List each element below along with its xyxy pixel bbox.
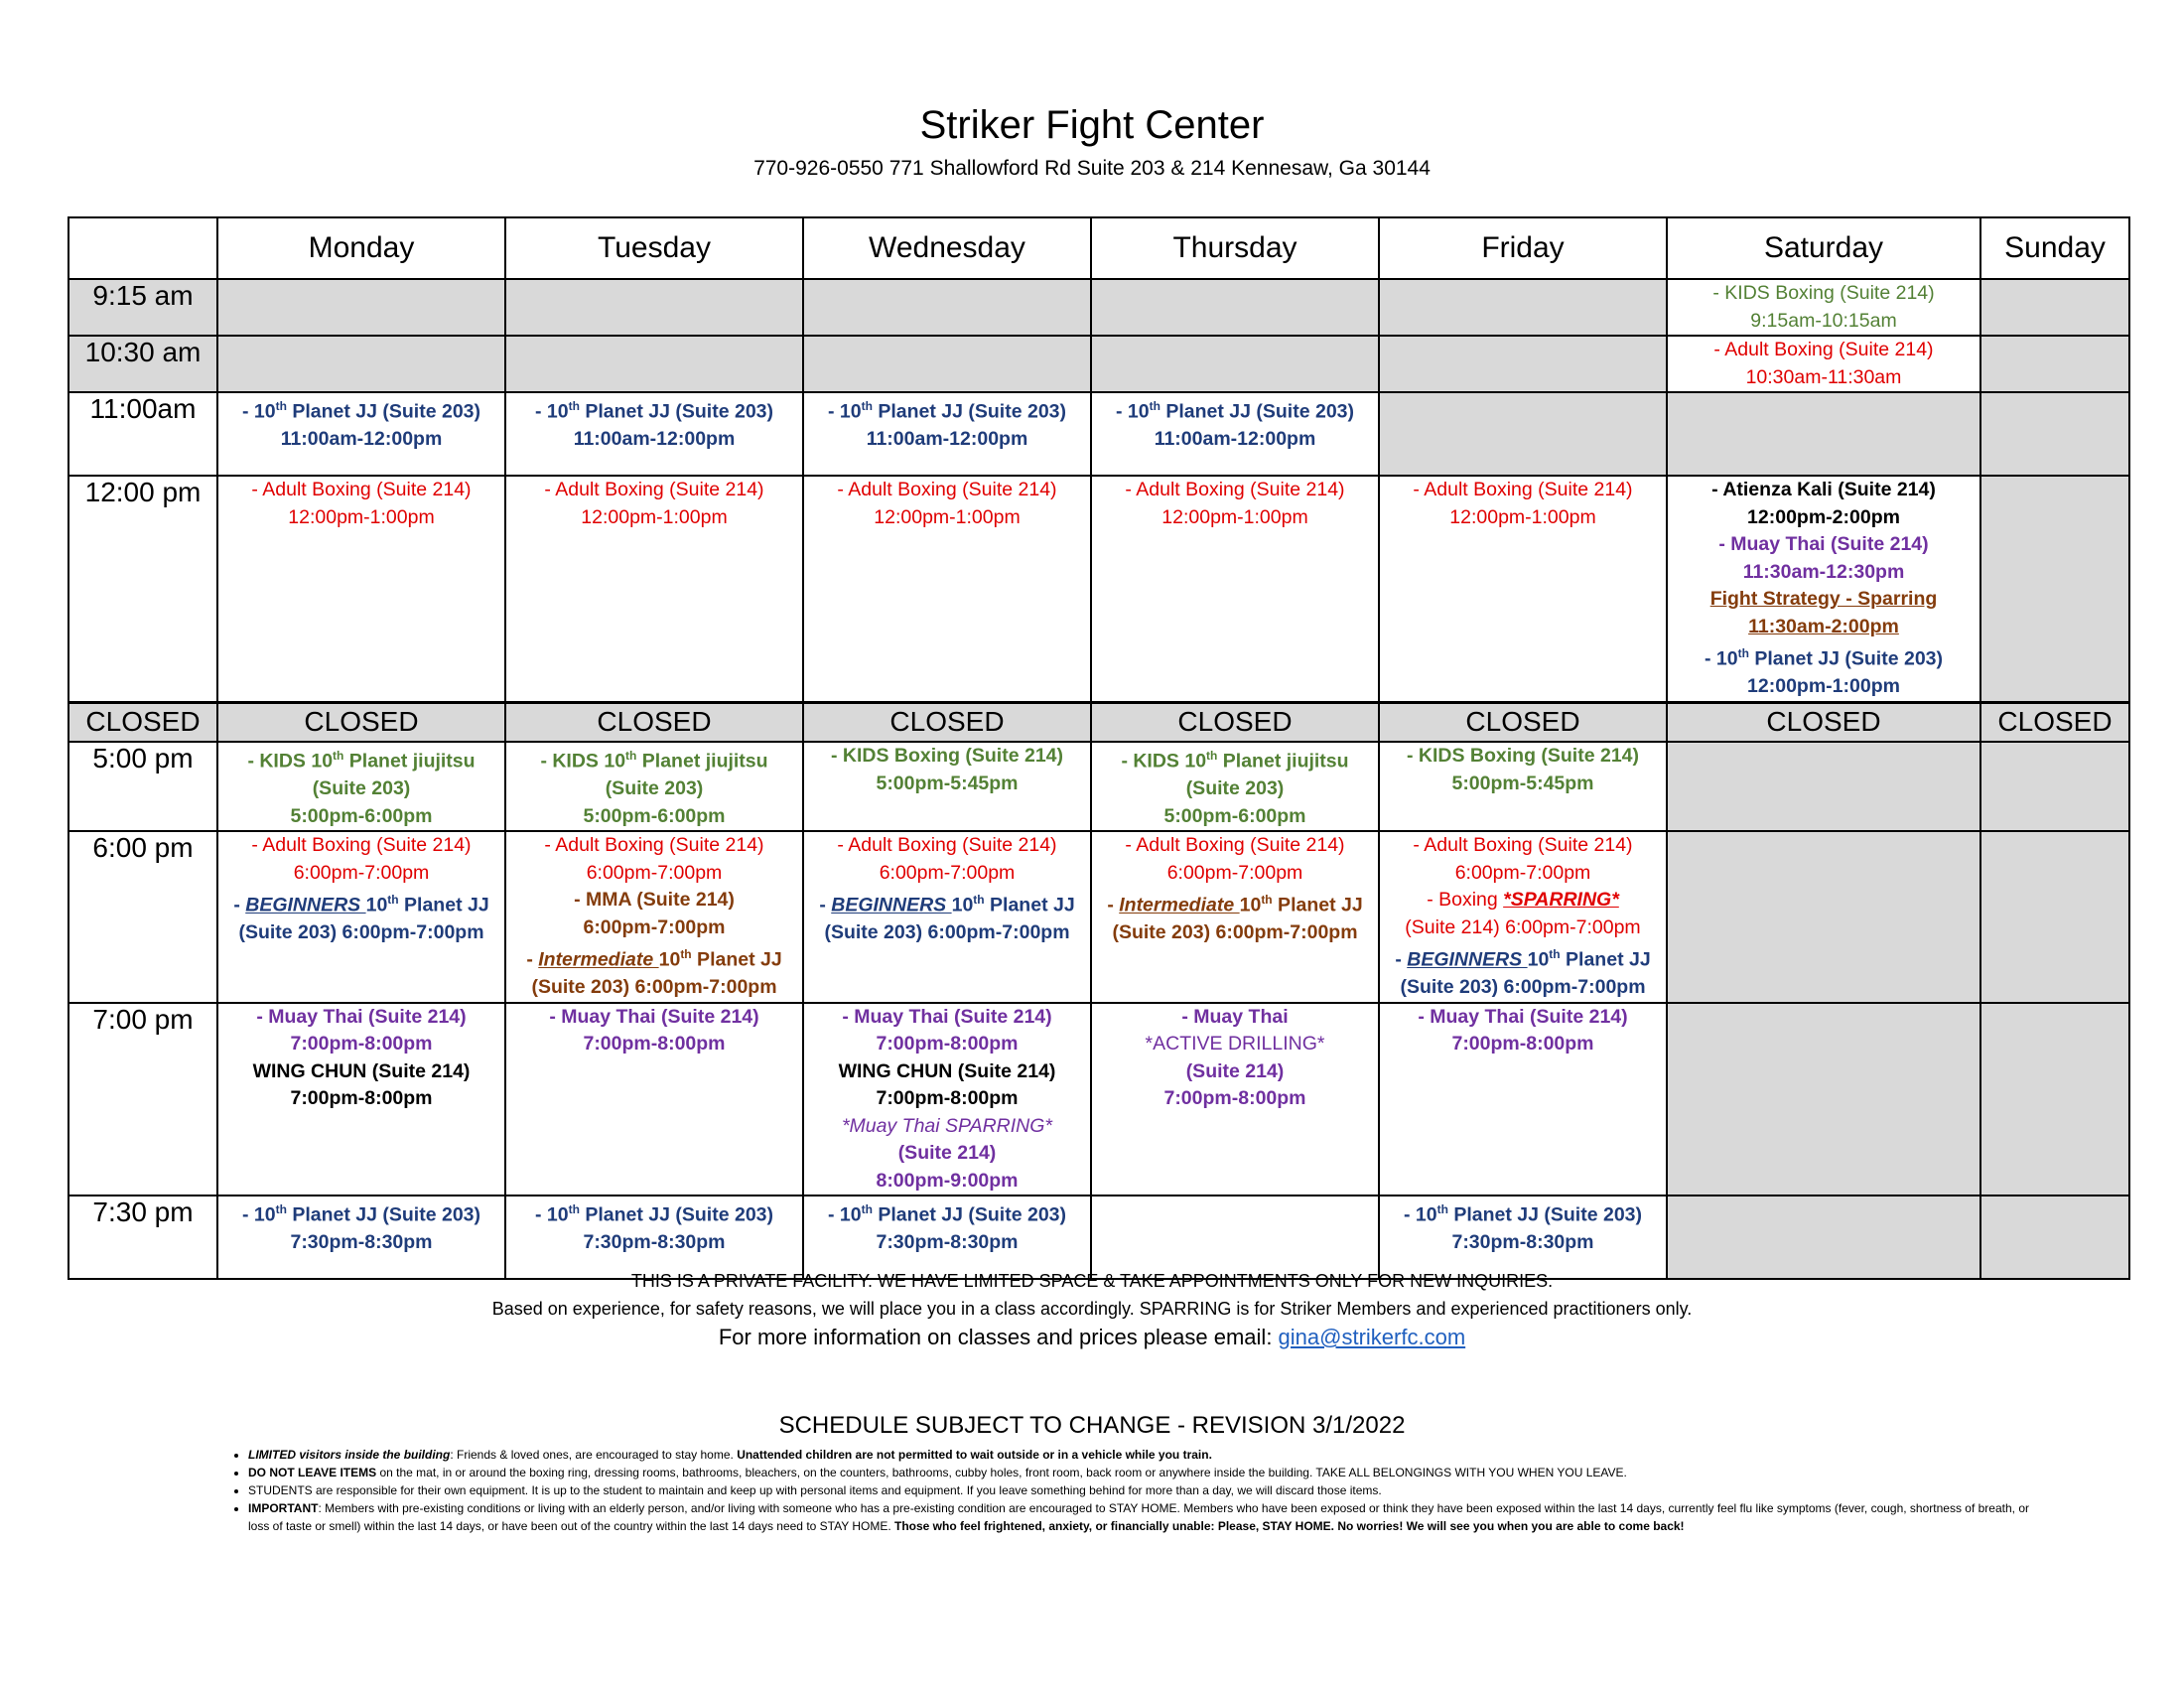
class-time: 5:00pm-6:00pm	[290, 804, 433, 827]
level-label: BEGINNERS	[245, 894, 366, 916]
schedule-table	[68, 216, 2130, 1280]
class-cell	[803, 1003, 1091, 1196]
class-name-prefix: - 10	[241, 1203, 276, 1226]
class-cell	[803, 476, 1091, 702]
class-time: 11:30am-12:30pm	[1742, 560, 1905, 583]
class-name-rest: Planet JJ	[398, 894, 489, 916]
class-time: 7:30pm-8:30pm	[876, 1231, 1019, 1253]
class-name-rest: Planet JJ	[1560, 948, 1651, 971]
class-cell	[505, 742, 803, 831]
class-time: 5:00pm-6:00pm	[583, 804, 726, 827]
class-time: 6:00pm-7:00pm	[1166, 861, 1303, 884]
class-cell	[217, 1003, 505, 1196]
rule-lead: IMPORTANT	[248, 1501, 319, 1515]
ordinal-suffix: th	[568, 1202, 580, 1216]
empty-cell	[1667, 742, 1980, 831]
level-label: Intermediate	[1119, 894, 1240, 916]
class-cell-saturday-noon	[1667, 476, 1980, 702]
class-name: - Muay Thai (Suite 214)	[549, 1005, 759, 1028]
class-time: 12:00pm-1:00pm	[1747, 675, 1900, 697]
class-time: 6:00pm-7:00pm	[1454, 861, 1591, 884]
empty-cell	[217, 336, 505, 392]
class-name-prefix: - 10	[827, 400, 862, 423]
class-cell	[1379, 476, 1667, 702]
closed-label: CLOSED	[68, 702, 217, 742]
class-time: 8:00pm-9:00pm	[876, 1169, 1019, 1192]
rule-item	[248, 1464, 2035, 1481]
contact-text: For more information on classes and prices please email:	[718, 1325, 1279, 1349]
class-name-prefix: - 10	[1403, 1203, 1437, 1226]
dash: -	[526, 948, 539, 971]
class-cell	[1379, 1196, 1667, 1279]
class-cell	[1091, 392, 1379, 476]
private-facility-notice: THIS IS A PRIVATE FACILITY. WE HAVE LIMITED SPACE & TAKE APPOINTMENTS ONLY FOR NEW INQUIRIES.	[630, 1271, 1554, 1291]
class-cell	[1091, 742, 1379, 831]
ordinal-suffix: th	[387, 893, 399, 907]
class-time: 12:00pm-2:00pm	[1747, 505, 1900, 528]
class-name: - Muay Thai (Suite 214)	[1418, 1005, 1628, 1028]
class-time: 5:00pm-5:45pm	[1451, 772, 1594, 794]
empty-cell	[1980, 831, 2129, 1003]
class-subtitle: *ACTIVE DRILLING*	[1145, 1033, 1325, 1055]
time-label: 12:00 pm	[68, 476, 217, 702]
class-name: - Adult Boxing (Suite 214)	[837, 834, 1057, 856]
class-time: 11:00am-12:00pm	[280, 428, 443, 450]
class-name: - Adult Boxing (Suite 214)	[837, 479, 1057, 500]
class-cell	[803, 831, 1091, 1003]
class-num: 10	[1527, 948, 1550, 971]
dash: -	[233, 894, 246, 916]
ordinal-suffix: th	[333, 749, 344, 763]
class-name: - Muay Thai (Suite 214)	[1718, 533, 1929, 555]
class-time: 12:00pm-1:00pm	[1449, 505, 1596, 528]
corner-cell	[68, 217, 217, 279]
day-monday: Monday	[217, 217, 505, 279]
class-time: 5:00pm-6:00pm	[1163, 804, 1306, 827]
class-time: 7:30pm-8:30pm	[290, 1231, 433, 1253]
class-name-rest: Planet JJ (Suite 203)	[872, 1203, 1066, 1226]
class-time: 11:00am-12:00pm	[1154, 428, 1316, 450]
level-label: BEGINNERS	[1407, 948, 1528, 971]
row-1100	[68, 392, 2129, 476]
rule-item	[248, 1499, 2035, 1535]
class-name: - Adult Boxing (Suite 214)	[1125, 479, 1345, 500]
ordinal-suffix: th	[861, 399, 873, 413]
dash: -	[1395, 948, 1408, 971]
class-name: - KIDS Boxing (Suite 214)	[1406, 745, 1640, 767]
empty-cell	[1980, 476, 2129, 702]
class-time: 11:30am-2:00pm	[1748, 615, 1899, 637]
class-name-rest: Planet jiujitsu	[343, 750, 476, 773]
class-time: (Suite 203) 6:00pm-7:00pm	[1112, 921, 1358, 943]
empty-cell	[1091, 279, 1379, 336]
ordinal-suffix: th	[861, 1202, 873, 1216]
rule-bold: Those who feel frightened, anxiety, or financially unable: Please, STAY HOME. No worries! We will see you when you are able to come back!	[894, 1519, 1685, 1533]
time-label: 7:00 pm	[68, 1003, 217, 1196]
empty-cell	[1980, 1003, 2129, 1196]
class-name-prefix: - 10	[827, 1203, 862, 1226]
class-name-prefix: - 10	[534, 1203, 569, 1226]
class-name: - Adult Boxing (Suite 214)	[1413, 834, 1633, 856]
class-time: (Suite 203) 6:00pm-7:00pm	[238, 921, 484, 943]
class-name: - MMA (Suite 214)	[574, 889, 735, 911]
class-cell	[1379, 831, 1667, 1003]
class-time: 7:00pm-8:00pm	[876, 1087, 1019, 1109]
empty-cell	[1091, 336, 1379, 392]
row-700	[68, 1003, 2129, 1196]
class-suite: (Suite 214)	[1185, 1059, 1285, 1082]
class-name: - Adult Boxing (Suite 214)	[1413, 479, 1633, 500]
closed-cell: CLOSED	[803, 702, 1091, 742]
ordinal-suffix: th	[275, 399, 287, 413]
row-730	[68, 1196, 2129, 1279]
rule-lead: DO NOT LEAVE ITEMS	[248, 1466, 377, 1479]
class-time: 12:00pm-1:00pm	[581, 505, 728, 528]
empty-cell	[803, 336, 1091, 392]
empty-cell	[505, 336, 803, 392]
dash: -	[819, 894, 832, 916]
empty-cell	[217, 279, 505, 336]
class-cell	[505, 392, 803, 476]
class-num: 10	[1239, 894, 1262, 916]
sparring-label: *SPARRING*	[1503, 889, 1619, 911]
ordinal-suffix: th	[680, 947, 692, 961]
class-name-prefix: - KIDS 10	[1121, 750, 1207, 773]
contact-line	[0, 1325, 2184, 1350]
class-name: - Adult Boxing (Suite 214)	[1125, 834, 1345, 856]
day-thursday: Thursday	[1091, 217, 1379, 279]
page-title: Striker Fight Center	[919, 103, 1265, 147]
empty-cell	[1980, 1196, 2129, 1279]
class-time: 11:00am-12:00pm	[573, 428, 736, 450]
class-time: 6:00pm-7:00pm	[293, 861, 430, 884]
class-time: 7:00pm-8:00pm	[290, 1033, 433, 1055]
class-name: Fight Strategy - Sparring	[1709, 588, 1938, 610]
closed-cell: CLOSED	[1379, 702, 1667, 742]
class-cell	[803, 1196, 1091, 1279]
empty-cell	[1667, 831, 1980, 1003]
class-name-rest: Planet JJ (Suite 203)	[1447, 1203, 1642, 1226]
class-name: WING CHUN (Suite 214)	[252, 1059, 471, 1082]
class-time: 11:00am-12:00pm	[866, 428, 1028, 450]
class-name: - KIDS Boxing (Suite 214)	[830, 745, 1064, 767]
empty-cell	[1091, 1196, 1379, 1279]
ordinal-suffix: th	[1737, 646, 1749, 660]
rule-lead: LIMITED visitors inside the building	[248, 1448, 451, 1462]
empty-cell	[1667, 392, 1980, 476]
class-time: (Suite 214) 6:00pm-7:00pm	[1405, 915, 1641, 938]
class-time: (Suite 203) 6:00pm-7:00pm	[824, 921, 1070, 943]
ordinal-suffix: th	[973, 893, 985, 907]
class-num: 10	[951, 894, 974, 916]
time-label: 11:00am	[68, 392, 217, 476]
class-time: (Suite 203) 6:00pm-7:00pm	[1400, 976, 1646, 998]
class-name: - Muay Thai (Suite 214)	[842, 1005, 1052, 1028]
row-500	[68, 742, 2129, 831]
class-cell	[803, 742, 1091, 831]
row-600	[68, 831, 2129, 1003]
class-name-prefix: - KIDS 10	[540, 750, 626, 773]
class-cell	[505, 1003, 803, 1196]
row-1200	[68, 476, 2129, 702]
sparring-notice: Based on experience, for safety reasons, we will place you in a class accordingly. SPARRING is for Striker Members and experienced practitioners only.	[491, 1299, 1693, 1319]
day-tuesday: Tuesday	[505, 217, 803, 279]
row-1030	[68, 336, 2129, 392]
class-time: 6:00pm-7:00pm	[583, 915, 726, 938]
class-name: - Atienza Kali (Suite 214)	[1711, 479, 1936, 500]
class-cell	[1091, 831, 1379, 1003]
class-cell	[505, 1196, 803, 1279]
empty-cell	[1667, 1196, 1980, 1279]
class-name-rest: Planet JJ (Suite 203)	[872, 400, 1066, 423]
class-num: 10	[658, 948, 681, 971]
class-suite: (Suite 214)	[897, 1142, 997, 1164]
class-name-rest: Planet JJ (Suite 203)	[579, 1203, 773, 1226]
class-name-prefix: - 10	[534, 400, 569, 423]
rule-text: : Friends & loved ones, are encouraged to stay home.	[450, 1448, 738, 1462]
empty-cell	[1980, 336, 2129, 392]
address-line: 770-926-0550 771 Shallowford Rd Suite 203 & 214 Kennesaw, Ga 30144	[753, 157, 1431, 180]
class-time: 7:30pm-8:30pm	[1451, 1231, 1594, 1253]
rule-text: : Members with pre-existing conditions or living with an elderly person, and/or living with someone who has a pre-existing condition are encouraged to STAY HOME. Members who have been exposed or think they have been exposed within the last 14 days, currently feel flu like symptoms (fever, cough, shortness of breath, or loss of taste or smell) within the last 14 days, or have been out of the country within the last 14 days need to STAY HOME.	[248, 1501, 2029, 1533]
class-cell	[217, 476, 505, 702]
time-label: 10:30 am	[68, 336, 217, 392]
rule-item	[248, 1481, 2035, 1499]
class-num: 10	[365, 894, 388, 916]
class-time: 7:30pm-8:30pm	[583, 1231, 726, 1253]
closed-cell: CLOSED	[1980, 702, 2129, 742]
ordinal-suffix: th	[1206, 749, 1218, 763]
class-name-prefix: - KIDS 10	[247, 750, 334, 773]
revision-notice: SCHEDULE SUBJECT TO CHANGE - REVISION 3/1/2022	[778, 1412, 1406, 1439]
day-friday: Friday	[1379, 217, 1667, 279]
dash: -	[1107, 894, 1120, 916]
class-cell	[1091, 476, 1379, 702]
level-label: Intermediate	[538, 948, 659, 971]
ordinal-suffix: th	[568, 399, 580, 413]
class-cell	[505, 831, 803, 1003]
closed-cell: CLOSED	[505, 702, 803, 742]
class-cell	[1379, 742, 1667, 831]
class-time: (Suite 203) 6:00pm-7:00pm	[531, 976, 777, 998]
row-915	[68, 279, 2129, 336]
closed-cell: CLOSED	[217, 702, 505, 742]
time-label: 6:00 pm	[68, 831, 217, 1003]
class-name-prefix: - 10	[241, 400, 276, 423]
day-saturday: Saturday	[1667, 217, 1980, 279]
class-name-rest: Planet JJ	[691, 948, 782, 971]
empty-cell	[505, 279, 803, 336]
class-name: - Adult Boxing (Suite 214)	[544, 834, 764, 856]
day-sunday: Sunday	[1980, 217, 2129, 279]
class-cell	[803, 392, 1091, 476]
closed-cell: CLOSED	[1091, 702, 1379, 742]
class-time: 10:30am-11:30am	[1745, 365, 1902, 388]
class-cell	[1091, 1003, 1379, 1196]
class-time: 6:00pm-7:00pm	[879, 861, 1016, 884]
class-name: - Adult Boxing (Suite 214)	[1713, 339, 1934, 360]
class-name-rest: Planet JJ (Suite 203)	[286, 400, 480, 423]
class-name: - Adult Boxing (Suite 214)	[251, 834, 472, 856]
class-name-rest: Planet JJ	[984, 894, 1075, 916]
ordinal-suffix: th	[1436, 1202, 1448, 1216]
ordinal-suffix: th	[625, 749, 637, 763]
class-suite: (Suite 203)	[1185, 777, 1285, 799]
empty-cell	[1379, 336, 1667, 392]
class-name: - Boxing	[1427, 889, 1504, 911]
class-name: WING CHUN (Suite 214)	[838, 1059, 1056, 1082]
class-name-rest: Planet JJ (Suite 203)	[1160, 400, 1354, 423]
email-link[interactable]: gina@strikerfc.com	[1278, 1325, 1466, 1349]
class-name: - Muay Thai	[1181, 1005, 1289, 1028]
empty-cell	[1980, 742, 2129, 831]
class-time: 7:00pm-8:00pm	[583, 1033, 726, 1055]
time-label: 9:15 am	[68, 279, 217, 336]
class-name: - Muay Thai (Suite 214)	[256, 1005, 467, 1028]
class-time: 7:00pm-8:00pm	[876, 1033, 1019, 1055]
class-cell	[1667, 279, 1980, 336]
class-time: 5:00pm-5:45pm	[876, 772, 1019, 794]
class-name: - Adult Boxing (Suite 214)	[544, 479, 764, 500]
class-time: 9:15am-10:15am	[1750, 309, 1897, 332]
empty-cell	[803, 279, 1091, 336]
closed-cell: CLOSED	[1667, 702, 1980, 742]
class-name-prefix: - 10	[1704, 647, 1738, 670]
ordinal-suffix: th	[1149, 399, 1160, 413]
class-time: 7:00pm-8:00pm	[1163, 1087, 1306, 1109]
header-row	[68, 217, 2129, 279]
class-cell	[217, 742, 505, 831]
class-name-rest: Planet JJ (Suite 203)	[1748, 647, 1943, 670]
class-cell	[505, 476, 803, 702]
class-suite: (Suite 203)	[312, 777, 411, 799]
class-cell	[217, 1196, 505, 1279]
empty-cell	[1980, 392, 2129, 476]
class-time: 7:00pm-8:00pm	[1451, 1033, 1594, 1055]
class-cell	[217, 831, 505, 1003]
class-time: 7:00pm-8:00pm	[290, 1087, 433, 1109]
empty-cell	[1379, 279, 1667, 336]
class-name-rest: Planet JJ (Suite 203)	[286, 1203, 480, 1226]
class-name-rest: Planet JJ	[1272, 894, 1363, 916]
rule-bold: Unattended children are not permitted to wait outside or in a vehicle while you train.	[737, 1448, 1212, 1462]
class-name-rest: Planet jiujitsu	[1217, 750, 1349, 773]
level-label: BEGINNERS	[831, 894, 952, 916]
day-wednesday: Wednesday	[803, 217, 1091, 279]
ordinal-suffix: th	[1261, 893, 1273, 907]
class-cell	[217, 392, 505, 476]
rule-text: STUDENTS are responsible for their own equipment. It is up to the student to maintain and keep up with personal items and equipment. If you leave something behind for more than a day, we will discard those items.	[248, 1483, 1382, 1497]
class-time: 12:00pm-1:00pm	[1161, 505, 1308, 528]
rule-text: on the mat, in or around the boxing ring, dressing rooms, bathrooms, bleachers, on the counters, bathrooms, cubby holes, front room, back room or anywhere inside the building. TAKE ALL BELONGINGS WITH YOU WHEN YOU LEAVE.	[376, 1466, 1627, 1479]
closed-row	[68, 702, 2129, 742]
time-label: 7:30 pm	[68, 1196, 217, 1279]
class-suite: (Suite 203)	[605, 777, 704, 799]
time-label: 5:00 pm	[68, 742, 217, 831]
class-cell	[1379, 1003, 1667, 1196]
empty-cell	[1667, 1003, 1980, 1196]
class-name: *Muay Thai SPARRING*	[841, 1114, 1053, 1137]
class-name-rest: Planet JJ (Suite 203)	[579, 400, 773, 423]
class-time: 6:00pm-7:00pm	[586, 861, 723, 884]
class-cell	[1667, 336, 1980, 392]
rules-list	[199, 1446, 2035, 1535]
rule-item	[248, 1446, 2035, 1464]
empty-cell	[1980, 279, 2129, 336]
class-time: 12:00pm-1:00pm	[874, 505, 1021, 528]
class-name: - Adult Boxing (Suite 214)	[251, 479, 472, 500]
empty-cell	[1379, 392, 1667, 476]
class-name-rest: Planet jiujitsu	[636, 750, 768, 773]
ordinal-suffix: th	[275, 1202, 287, 1216]
class-time: 12:00pm-1:00pm	[288, 505, 435, 528]
class-name: - KIDS Boxing (Suite 214)	[1712, 282, 1935, 304]
class-name-prefix: - 10	[1115, 400, 1150, 423]
ordinal-suffix: th	[1549, 947, 1561, 961]
